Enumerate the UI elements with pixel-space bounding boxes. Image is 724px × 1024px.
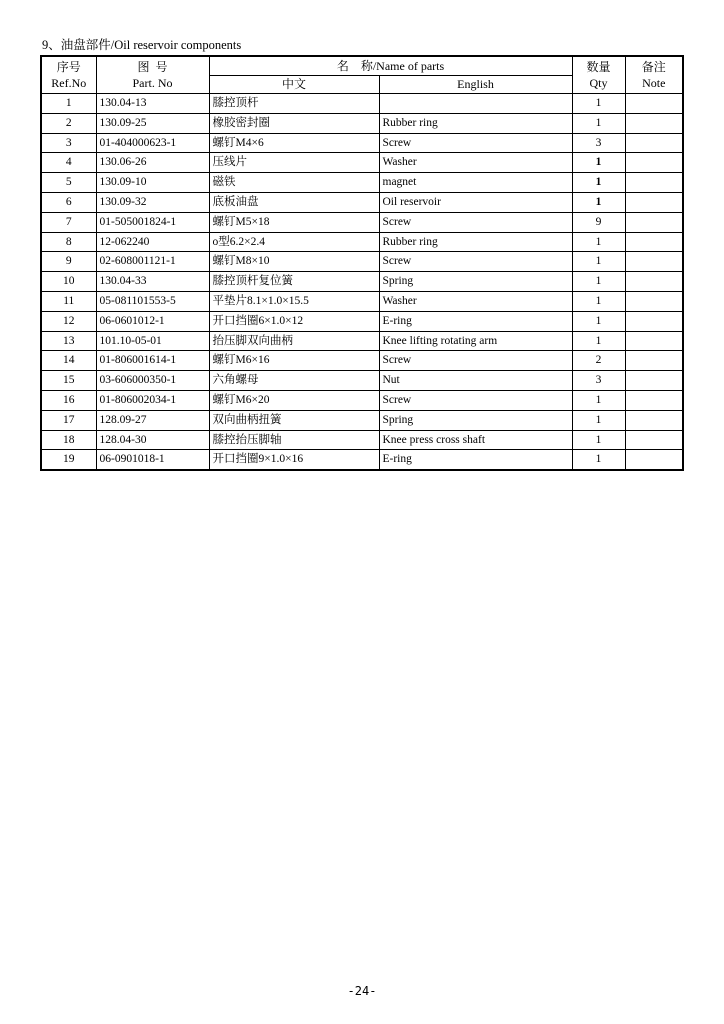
chinese-name-cell: 压线片	[209, 153, 379, 173]
note-cell	[625, 450, 683, 470]
table-row	[41, 192, 683, 212]
header-note-cn: 备注	[641, 60, 666, 74]
note-cell	[625, 192, 683, 212]
chinese-name-cell: 膝控顶杆	[209, 94, 379, 114]
note-cell	[625, 153, 683, 173]
english-name-cell: Oil reservoir	[379, 192, 572, 212]
part-no-cell: 128.09-27	[96, 410, 209, 430]
note-cell	[625, 311, 683, 331]
english-name-cell: Knee press cross shaft	[379, 430, 572, 450]
note-cell	[625, 291, 683, 311]
header-qty	[572, 56, 625, 94]
english-name-cell: Screw	[379, 212, 572, 232]
ref-cell: 13	[41, 331, 96, 351]
chinese-name-cell: 六角螺母	[209, 371, 379, 391]
note-cell	[625, 212, 683, 232]
qty-cell: 1	[572, 410, 625, 430]
header-name-en: English	[379, 76, 572, 94]
header-part-no	[96, 56, 209, 94]
table-row	[41, 212, 683, 232]
part-no-cell: 02-608001121-1	[96, 252, 209, 272]
english-name-cell: Washer	[379, 153, 572, 173]
ref-cell: 19	[41, 450, 96, 470]
english-name-cell: Spring	[379, 410, 572, 430]
english-name-cell: Rubber ring	[379, 232, 572, 252]
table-row	[41, 252, 683, 272]
english-name-cell: Screw	[379, 133, 572, 153]
qty-cell: 3	[572, 133, 625, 153]
table-row	[41, 173, 683, 193]
chinese-name-cell: 开口挡圈6×1.0×12	[209, 311, 379, 331]
chinese-name-cell: 膝控顶杆复位簧	[209, 272, 379, 292]
qty-cell: 1	[572, 311, 625, 331]
english-name-cell: Spring	[379, 272, 572, 292]
part-no-cell: 128.04-30	[96, 430, 209, 450]
header-part-cn: 图 号	[137, 60, 168, 74]
ref-cell: 15	[41, 371, 96, 391]
note-cell	[625, 371, 683, 391]
ref-cell: 16	[41, 390, 96, 410]
part-no-cell: 01-806001614-1	[96, 351, 209, 371]
table-row	[41, 133, 683, 153]
chinese-name-cell: 磁铁	[209, 173, 379, 193]
ref-cell: 11	[41, 291, 96, 311]
chinese-name-cell: 平垫片8.1×1.0×15.5	[209, 291, 379, 311]
part-no-cell: 06-0901018-1	[96, 450, 209, 470]
header-qty-en: Qty	[589, 76, 608, 90]
english-name-cell: E-ring	[379, 450, 572, 470]
note-cell	[625, 410, 683, 430]
qty-cell: 1	[572, 272, 625, 292]
english-name-cell	[379, 94, 572, 114]
english-name-cell: E-ring	[379, 311, 572, 331]
english-name-cell: Screw	[379, 351, 572, 371]
table-row	[41, 291, 683, 311]
note-cell	[625, 430, 683, 450]
english-name-cell: Nut	[379, 371, 572, 391]
header-name-cn: 中文	[209, 76, 379, 94]
ref-cell: 8	[41, 232, 96, 252]
chinese-name-cell: 底板油盘	[209, 192, 379, 212]
ref-cell: 5	[41, 173, 96, 193]
header-ref-cn: 序号	[56, 60, 81, 74]
table-row	[41, 430, 683, 450]
header-name-of-parts: 名 称/Name of parts	[209, 56, 572, 76]
table-row	[41, 371, 683, 391]
qty-cell: 1	[572, 450, 625, 470]
qty-cell: 2	[572, 351, 625, 371]
table-header	[41, 56, 683, 94]
ref-cell: 9	[41, 252, 96, 272]
ref-cell: 14	[41, 351, 96, 371]
english-name-cell: magnet	[379, 173, 572, 193]
table-row	[41, 450, 683, 470]
note-cell	[625, 390, 683, 410]
table-row	[41, 311, 683, 331]
part-no-cell: 03-606000350-1	[96, 371, 209, 391]
header-ref-en: Ref.No	[51, 76, 87, 90]
chinese-name-cell: 螺钉M8×10	[209, 252, 379, 272]
note-cell	[625, 113, 683, 133]
part-no-cell: 130.09-32	[96, 192, 209, 212]
english-name-cell: Screw	[379, 252, 572, 272]
header-qty-cn: 数量	[586, 60, 611, 74]
header-ref-no	[41, 56, 96, 94]
chinese-name-cell: 双向曲柄扭簧	[209, 410, 379, 430]
chinese-name-cell: 橡胶密封圈	[209, 113, 379, 133]
chinese-name-cell: 膝控抬压脚轴	[209, 430, 379, 450]
section-title: 9、油盘部件/Oil reservoir components	[42, 38, 242, 52]
chinese-name-cell: o型6.2×2.4	[209, 232, 379, 252]
chinese-name-cell: 螺钉M6×20	[209, 390, 379, 410]
chinese-name-cell: 螺钉M6×16	[209, 351, 379, 371]
qty-cell: 1	[572, 173, 625, 193]
qty-cell: 1	[572, 153, 625, 173]
part-no-cell: 01-505001824-1	[96, 212, 209, 232]
ref-cell: 2	[41, 113, 96, 133]
part-no-cell: 12-062240	[96, 232, 209, 252]
part-no-cell: 130.06-26	[96, 153, 209, 173]
part-no-cell: 01-806002034-1	[96, 390, 209, 410]
table-row	[41, 272, 683, 292]
ref-cell: 1	[41, 94, 96, 114]
ref-cell: 17	[41, 410, 96, 430]
table-row	[41, 331, 683, 351]
note-cell	[625, 331, 683, 351]
part-no-cell: 130.04-13	[96, 94, 209, 114]
header-part-en: Part. No	[132, 76, 173, 90]
part-no-cell: 101.10-05-01	[96, 331, 209, 351]
ref-cell: 12	[41, 311, 96, 331]
header-note-en: Note	[642, 76, 666, 90]
parts-table	[40, 55, 684, 471]
qty-cell: 3	[572, 371, 625, 391]
part-no-cell: 01-404000623-1	[96, 133, 209, 153]
qty-cell: 1	[572, 192, 625, 212]
english-name-cell: Washer	[379, 291, 572, 311]
note-cell	[625, 272, 683, 292]
part-no-cell: 05-081101553-5	[96, 291, 209, 311]
note-cell	[625, 133, 683, 153]
part-no-cell: 130.04-33	[96, 272, 209, 292]
note-cell	[625, 173, 683, 193]
part-no-cell: 130.09-10	[96, 173, 209, 193]
english-name-cell: Rubber ring	[379, 113, 572, 133]
ref-cell: 18	[41, 430, 96, 450]
ref-cell: 10	[41, 272, 96, 292]
qty-cell: 1	[572, 291, 625, 311]
ref-cell: 4	[41, 153, 96, 173]
table-row	[41, 94, 683, 114]
part-no-cell: 06-0601012-1	[96, 311, 209, 331]
page-number: -24-	[347, 984, 377, 998]
chinese-name-cell: 抬压脚双向曲柄	[209, 331, 379, 351]
note-cell	[625, 232, 683, 252]
table-row	[41, 153, 683, 173]
chinese-name-cell: 螺钉M5×18	[209, 212, 379, 232]
chinese-name-cell: 开口挡圈9×1.0×16	[209, 450, 379, 470]
qty-cell: 1	[572, 331, 625, 351]
qty-cell: 1	[572, 94, 625, 114]
part-no-cell: 130.09-25	[96, 113, 209, 133]
table-row	[41, 410, 683, 430]
english-name-cell: Knee lifting rotating arm	[379, 331, 572, 351]
note-cell	[625, 351, 683, 371]
qty-cell: 1	[572, 430, 625, 450]
qty-cell: 1	[572, 252, 625, 272]
table-body	[41, 94, 683, 471]
table-row	[41, 351, 683, 371]
english-name-cell: Screw	[379, 390, 572, 410]
table-row	[41, 232, 683, 252]
qty-cell: 1	[572, 232, 625, 252]
ref-cell: 3	[41, 133, 96, 153]
chinese-name-cell: 螺钉M4×6	[209, 133, 379, 153]
note-cell	[625, 94, 683, 114]
qty-cell: 1	[572, 113, 625, 133]
ref-cell: 7	[41, 212, 96, 232]
qty-cell: 1	[572, 390, 625, 410]
header-note	[625, 56, 683, 94]
qty-cell: 9	[572, 212, 625, 232]
table-row	[41, 113, 683, 133]
table-row	[41, 390, 683, 410]
note-cell	[625, 252, 683, 272]
ref-cell: 6	[41, 192, 96, 212]
